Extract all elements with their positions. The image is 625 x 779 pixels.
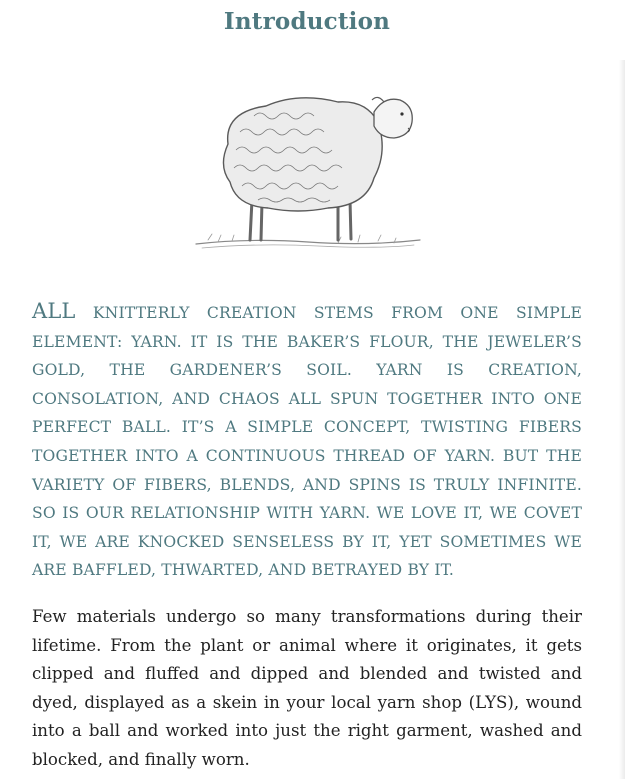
lead-paragraph-text: KNITTERLY CREATION STEMS FROM ONE SIMPLE ELEMENT: YARN. IT IS THE BAKER’S FLOUR, THE JEWELER’S GOLD, THE GARDENER’S SOIL. YARN IS CREATION, CONSOLATION, AND CHAOS ALL SPUN TOGETHER INTO ONE PERFECT BALL. IT’S A SIMPLE CONCEPT, TWISTING FIBERS TOGETHER INTO A CONTINUOUS THREAD OF YARN. BUT THE VARIETY OF FIBERS, BLENDS, AND SPINS IS TRULY INFINITE. SO IS OUR RELATIONSHIP WITH YARN. WE LOVE IT, WE COVET IT, WE ARE KNOCKED SENSELESS BY IT, YET SOMETIMES WE ARE BAFFLED, THWARTED, AND BETRAYED BY IT. — [32, 304, 582, 580]
lead-first-word: ALL — [32, 299, 76, 323]
sheep-illustration-icon — [188, 82, 428, 262]
body-paragraph: Few materials undergo so many transformations during their lifetime. From the plant or animal where it originates, it gets clipped and fluffed and dipped and blended and twisted and dyed, displayed as a skein in your local yarn shop (LYS), wound into a ball and worked into just the right garment, washed and blocked, and finally worn. — [32, 607, 582, 769]
lead-paragraph — [32, 297, 582, 585]
page-edge-shadow — [619, 60, 625, 779]
chapter-title: Introduction — [223, 8, 391, 35]
